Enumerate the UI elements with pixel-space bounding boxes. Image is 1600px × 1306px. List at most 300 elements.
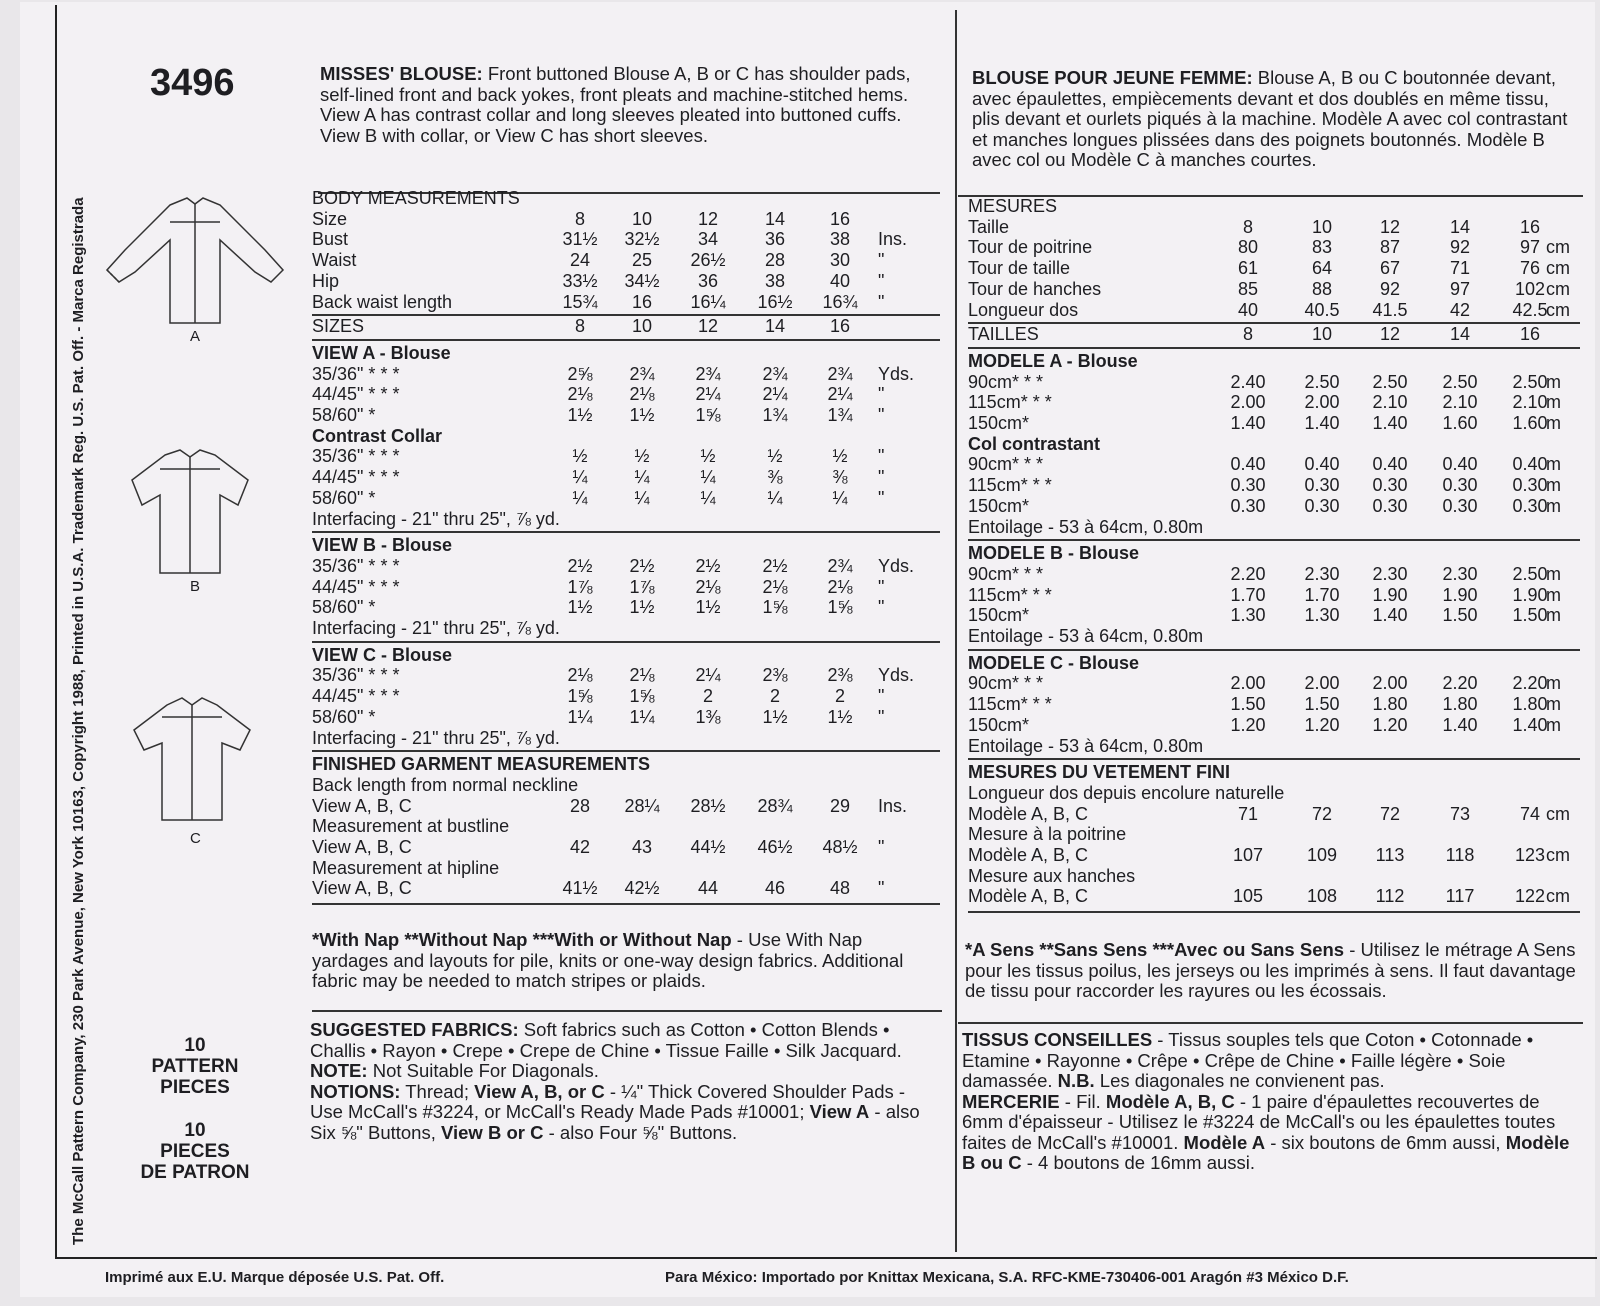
fr-finished-row-value: 74 [1519, 803, 1541, 824]
fr-finished-row-label: Modèle A, B, C [968, 845, 1089, 865]
en-body-measurements-title: BODY MEASUREMENTS [312, 188, 520, 208]
en-yardage-row-unit: Yds. [878, 555, 915, 576]
fr-finished-desc: Mesure à la poitrine [968, 824, 1127, 845]
en-yardage-row-unit: " [878, 487, 885, 508]
en-yardage-row-value: ¼ [767, 487, 783, 508]
en-yardage-row-value: ½ [634, 446, 650, 467]
en-yardage-row-unit: Yds. [878, 665, 915, 686]
en-fabrics-text: Soft fabrics such as Cotton • Cotton Blends • Challis • Rayon • Crepe • Crepe de Chine • Tissue Faille • Silk Jacquard. [310, 1019, 902, 1061]
fr-body-row-value: 42 [1449, 299, 1471, 320]
fr-yardage-row-value: 0.30 [1512, 495, 1548, 516]
column-divider [955, 10, 957, 1252]
en-yardage-row-value: ½ [572, 446, 588, 467]
en-interfacing-note: Interfacing - 21" thru 25", ⅞ yd. [312, 727, 560, 748]
fr-finished-row-unit: cm [1546, 845, 1570, 865]
en-body-row-label: Back waist length [312, 291, 453, 312]
pattern-pieces-fr [125, 1120, 265, 1183]
fr-notions-title: MERCERIE [962, 1090, 1060, 1112]
fr-yardage-row-unit: m [1546, 371, 1561, 392]
en-section-title: VIEW A - Blouse [312, 342, 451, 363]
en-body-row-value: 14 [764, 208, 786, 229]
fr-fabrics-title: TISSUS CONSEILLES [962, 1029, 1153, 1050]
en-nap-text: - Use With Nap yardages and layouts for pile, knits or one-way design fabrics. Additional fabric may be needed to match stripes or plaids. [312, 929, 904, 991]
fr-nap-text: - Utilisez le métrage A Sens pour les tissus poilus, les jerseys ou les imprimés à sens. Il faut davantage de tissu pour raccorder les rayures ou les écossais. [965, 939, 1576, 1001]
en-notions-b2: View A [809, 1101, 870, 1122]
fr-body-row-value: 92 [1449, 237, 1471, 258]
fr-section-title: MODELE C - Blouse [968, 652, 1140, 673]
en-body-row-label: Waist [312, 250, 357, 271]
fr-yardage-row-value: 2.10 [1512, 392, 1548, 413]
fr-notions-b3: Modèle B ou C [962, 1131, 1570, 1173]
en-yardage-row-value: 1⅝ [629, 686, 655, 707]
en-yardage-row-value: ½ [767, 446, 783, 467]
en-finished-title: FINISHED GARMENT MEASUREMENTS [312, 754, 651, 775]
fr-intro-title: BLOUSE POUR JEUNE FEMME: [972, 67, 1253, 88]
fr-fabrics-text: - Tissus souples tels que Coton • Cotonnade • Etamine • Rayonne • Crêpe • Crêpe de Chine • Faille légère • Soie damassée. [962, 1029, 1534, 1091]
fr-finished-desc: Mesure aux hanches [968, 865, 1136, 886]
en-yardage-row-value: 1¼ [629, 706, 655, 727]
en-finished-row-label: View A, B, C [312, 795, 412, 816]
fr-size-header: 14 [1449, 324, 1471, 345]
fr-yardage-row-value: 1.20 [1304, 714, 1340, 735]
en-yardage-row-value: 2⅜ [762, 665, 788, 686]
en-yardage-row-value: 2¾ [762, 363, 788, 384]
fr-nap-legend: *A Sens **Sans Sens ***Avec ou Sans Sens [965, 939, 1345, 960]
fr-finished-row-value: 73 [1449, 803, 1471, 824]
fr-rule-section [968, 539, 1580, 541]
en-yardage-row-label: 58/60" * [312, 405, 376, 425]
fr-finished-row-unit: cm [1546, 886, 1570, 907]
fr-yardage-row-value: 1.50 [1442, 605, 1478, 626]
fr-body-row-unit: cm [1546, 258, 1570, 279]
fr-yardage-row-value: 1.40 [1372, 413, 1408, 433]
fr-yardage-row-unit: m [1546, 475, 1561, 496]
en-nap-note [312, 930, 940, 992]
en-notions-3: - also Six ⅝" Buttons, [310, 1101, 920, 1143]
en-section-title: VIEW C - Blouse [312, 644, 453, 665]
fr-notions-b2: Modèle A [1183, 1131, 1266, 1153]
en-yardage-row-value: ¼ [572, 487, 588, 508]
fr-yardage-row-label: 90cm* * * [968, 673, 1044, 694]
en-rule-section [312, 750, 940, 752]
fr-yardage-row-label: 150cm* [968, 413, 1030, 433]
en-finished-row-value: 48½ [822, 837, 858, 857]
en-body-row-value: 32½ [624, 229, 660, 250]
en-notions-1: Thread; [400, 1080, 475, 1102]
en-body-row-value: 31½ [562, 229, 598, 250]
fr-body-row-value: 87 [1379, 237, 1401, 258]
fr-finished-row-value: 109 [1306, 845, 1338, 865]
fr-body-row-value: 102 [1514, 278, 1546, 299]
en-notions-title: NOTIONS: [310, 1080, 401, 1102]
view-b-letter: B [190, 578, 201, 595]
fr-finished-row-label: Modèle A, B, C [968, 886, 1089, 907]
en-yardage-row-unit: " [878, 467, 885, 488]
fr-yardage-row-value: 1.60 [1512, 413, 1548, 433]
en-body-row-unit: " [878, 250, 885, 271]
fr-yardage-row-value: 1.70 [1304, 584, 1340, 605]
pieces-count-fr: 10 [184, 1120, 206, 1141]
en-rule-section [312, 531, 940, 533]
fr-yardage-row-value: 1.50 [1512, 605, 1548, 626]
fr-yardage-row-value: 2.10 [1372, 392, 1408, 413]
fr-body-row-value: 64 [1311, 258, 1333, 279]
fr-interfacing-note: Entoilage - 53 à 64cm, 0.80m [968, 516, 1204, 537]
en-yardage-row-value: 1¼ [567, 706, 593, 727]
en-yardage-row-label: 58/60" * [312, 706, 376, 727]
en-yardage-row-value: ⅜ [832, 467, 848, 488]
fr-finished-row-value: 72 [1379, 803, 1401, 824]
en-interfacing-note: Interfacing - 21" thru 25", ⅞ yd. [312, 618, 560, 638]
fr-yardage-row-value: 1.40 [1304, 413, 1340, 433]
en-yardage-row-value: ¼ [572, 467, 588, 488]
en-yardage-row-value: 1¾ [762, 405, 788, 425]
en-body-row-value: 30 [829, 250, 851, 271]
en-yardage-row-unit: " [878, 446, 885, 467]
en-yardage-row-value: ½ [700, 446, 716, 467]
fr-yardage-row-value: 1.80 [1372, 694, 1408, 715]
en-body-row-value: 26½ [690, 250, 726, 271]
fr-yardage-row-value: 1.90 [1442, 584, 1478, 605]
en-finished-row-value: 42½ [624, 878, 660, 899]
fr-finished-row-value: 112 [1375, 886, 1405, 907]
en-section-title: VIEW B - Blouse [312, 535, 453, 556]
view-c-letter: C [190, 830, 201, 847]
en-body-row-unit: " [878, 291, 885, 312]
en-finished-row-label: View A, B, C [312, 837, 412, 857]
en-yardage-row-value: ¼ [634, 467, 650, 488]
fr-yardage-row-value: 1.30 [1304, 605, 1340, 626]
en-body-row-value: 16¾ [822, 291, 858, 312]
en-yardage-row-value: 2½ [567, 555, 593, 576]
en-yardage-row-value: 2⅛ [629, 384, 655, 405]
en-rule-views [312, 339, 940, 341]
fr-body-row-value: 97 [1449, 278, 1471, 299]
fr-sizes-label: TAILLES [968, 324, 1039, 345]
en-body-row-value: 36 [697, 270, 719, 291]
en-yardage-row-value: ¼ [700, 467, 716, 488]
en-finished-row-value: 28¾ [757, 795, 793, 816]
fr-body-row-value: 16 [1519, 216, 1541, 237]
fr-yardage-row-value: 1.90 [1372, 584, 1408, 605]
en-yardage-row-value: 2¼ [827, 384, 853, 405]
en-yardage-row-value: 1½ [567, 405, 593, 425]
en-finished-row-value: 44½ [690, 837, 726, 857]
fr-yardage-row-value: 1.80 [1442, 694, 1478, 715]
fr-finished-row-value: 72 [1311, 803, 1333, 824]
fr-size-header: 16 [1519, 324, 1541, 345]
fr-finished-row-value: 122 [1514, 886, 1546, 907]
fr-body-row-label: Tour de taille [968, 258, 1071, 279]
en-yardage-row-label: 58/60" * [312, 487, 376, 508]
fr-yardage-row-value: 2.50 [1304, 371, 1340, 392]
fr-interfacing-note: Entoilage - 53 à 64cm, 0.80m [968, 626, 1204, 646]
fr-yardage-row-value: 2.50 [1372, 371, 1408, 392]
en-body-row-value: 34½ [624, 270, 660, 291]
en-yardage-row-value: 1⅞ [567, 576, 593, 597]
en-size-header: 14 [764, 316, 786, 337]
en-yardage-row-value: 1⅝ [762, 597, 788, 618]
fr-rule-nap [968, 911, 1580, 913]
en-finished-row-unit: Ins. [878, 795, 908, 816]
pieces-label-fr-2: DE PATRON [140, 1162, 250, 1183]
en-body-row-unit: Ins. [878, 229, 908, 250]
fr-yardage-row-value: 1.90 [1512, 584, 1548, 605]
fr-notions-1: - Fil. [1059, 1090, 1106, 1112]
en-finished-row-value: 28¼ [624, 795, 660, 816]
view-a-letter: A [190, 328, 201, 345]
fr-yardage-row-value: 2.50 [1512, 563, 1548, 584]
en-yardage-row-value: 1½ [827, 706, 853, 727]
en-yardage-row-value: 1⅞ [629, 576, 655, 597]
en-body-row-value: 33½ [562, 270, 598, 291]
fr-yardage-row-value: 1.40 [1372, 605, 1408, 626]
en-intro-title: MISSES' BLOUSE: [320, 63, 483, 84]
en-finished-row-value: 48 [829, 878, 851, 899]
en-yardage-row-value: ¼ [700, 487, 716, 508]
en-yardage-row-value: 2¼ [695, 384, 721, 405]
fr-yardage-row-label: 90cm* * * [968, 371, 1044, 392]
en-finished-row-value: 28½ [690, 795, 726, 816]
fr-body-row-unit: cm [1546, 299, 1570, 320]
en-yardage-row-label: 35/36" * * * [312, 446, 400, 467]
fr-body-row-value: 83 [1311, 237, 1333, 258]
fr-finished-row-value: 123 [1514, 845, 1546, 865]
en-body-row-value: 8 [574, 208, 585, 229]
fr-body-row-value: 42.5 [1512, 299, 1548, 320]
en-rule-section [312, 641, 940, 643]
en-fabrics-title: SUGGESTED FABRICS: [310, 1019, 519, 1040]
en-notions-4: - also Four ⅝" Buttons. [543, 1121, 738, 1143]
en-body-row-value: 12 [697, 208, 719, 229]
fr-finished-row-value: 118 [1445, 845, 1475, 865]
en-body-row-value: 40 [829, 270, 851, 291]
en-rule-nap [312, 903, 940, 905]
en-section-title: Contrast Collar [312, 425, 443, 446]
fr-body-row-label: Taille [968, 216, 1010, 237]
en-body-row-label: Hip [312, 270, 340, 291]
en-yardage-row-value: 2¾ [629, 363, 655, 384]
fr-yardage-row-value: 0.40 [1304, 454, 1340, 475]
view-c-sketch [122, 695, 262, 825]
fr-body-row-label: Tour de hanches [968, 278, 1102, 299]
en-body-row-label: Bust [312, 229, 349, 250]
en-yardage-row-label: 35/36" * * * [312, 363, 400, 384]
fr-notions-b1: Modèle A, B, C [1105, 1090, 1235, 1112]
fr-fabrics-note-label: N.B. [1057, 1070, 1095, 1091]
en-yardage-row-label: 44/45" * * * [312, 384, 400, 405]
en-finished-row-value: 41½ [562, 878, 598, 899]
fr-intro [972, 68, 1580, 171]
fr-body-row-value: 61 [1237, 258, 1259, 279]
fr-section-title: MODELE B - Blouse [968, 543, 1140, 564]
fr-yardage-row-unit: m [1546, 673, 1561, 694]
fr-yardage-row-value: 0.30 [1230, 475, 1266, 496]
fr-yardage-row-label: 115cm* * * [968, 475, 1052, 496]
en-yardage-row-value: 1¾ [827, 405, 853, 425]
fr-section-title: MODELE A - Blouse [968, 350, 1138, 371]
pieces-count: 10 [184, 1035, 206, 1056]
en-yardage-row-value: 2⅜ [827, 665, 853, 686]
fr-body-measurements-title: MESURES [968, 196, 1058, 216]
fr-body-row-value: 71 [1449, 258, 1471, 279]
fr-body-row-value: 8 [1242, 216, 1253, 237]
en-fabrics [310, 1020, 930, 1143]
en-finished-row-unit: " [878, 837, 885, 857]
fr-yardage-row-value: 1.50 [1230, 694, 1266, 715]
en-body-row-value: 28 [764, 250, 786, 271]
fr-size-header: 8 [1242, 324, 1253, 345]
en-finished-desc: Measurement at hipline [312, 857, 500, 878]
fr-fabrics-note: Les diagonales ne convienent pas. [1094, 1070, 1385, 1091]
en-yardage-row-unit: " [878, 405, 885, 425]
en-finished-row-value: 46½ [757, 837, 793, 857]
fr-yardage-row-unit: m [1546, 454, 1561, 475]
en-yardage-row-value: 2¼ [762, 384, 788, 405]
fr-body-row-value: 76 [1519, 258, 1541, 279]
en-body-row-value: 38 [829, 229, 851, 250]
pattern-pieces-en [125, 1035, 265, 1098]
fr-yardage-row-value: 2.30 [1442, 563, 1478, 584]
fr-size-header: 10 [1311, 324, 1333, 345]
en-body-row-value: 38 [764, 270, 786, 291]
fr-notions-3: - six boutons de 6mm aussi, [1265, 1131, 1506, 1153]
en-yardage-row-value: 1½ [629, 597, 655, 618]
en-yardage-row-label: 35/36" * * * [312, 555, 400, 576]
en-notions-2: - ¼" Thick Covered Shoulder Pads - Use McCall's #3224, or McCall's Ready Made Pads #10001; [310, 1080, 906, 1122]
en-interfacing-note: Interfacing - 21" thru 25", ⅞ yd. [312, 508, 560, 529]
fr-rule-section [968, 649, 1580, 651]
fr-yardage-row-value: 2.00 [1230, 673, 1266, 694]
fr-fabrics [962, 1030, 1580, 1174]
en-intro-text: Front buttoned Blouse A, B or C has shoulder pads, self-lined front and back yokes, front pleats and machine-stitched hems. View A has contrast collar and long sleeves pleated into buttoned cuffs. View B with collar, or View C has short sleeves. [320, 63, 911, 146]
en-yardage-row-value: ⅜ [767, 467, 783, 488]
fr-yardage-row-label: 115cm* * * [968, 392, 1052, 413]
en-notions-b1: View A, B, or C [474, 1080, 605, 1102]
en-yardage-row-unit: " [878, 686, 885, 707]
en-body-row-value: 16½ [757, 291, 793, 312]
en-yardage-row-label: 44/45" * * * [312, 576, 400, 597]
fr-yardage-row-value: 0.40 [1512, 454, 1548, 475]
en-finished-row-value: 28 [569, 795, 591, 816]
fr-yardage-row-value: 0.30 [1372, 475, 1408, 496]
fr-yardage-row-value: 0.30 [1442, 495, 1478, 516]
en-yardage-row-value: 1½ [695, 597, 721, 618]
en-yardage-row-label: 35/36" * * * [312, 665, 400, 686]
fr-finished-row-label: Modèle A, B, C [968, 803, 1089, 824]
fr-yardage-row-value: 1.80 [1512, 694, 1548, 715]
fr-yardage-row-value: 1.20 [1230, 714, 1266, 735]
fr-yardage-row-value: 0.40 [1230, 454, 1266, 475]
fr-body-row-value: 41.5 [1372, 299, 1408, 320]
fr-yardage-row-value: 0.30 [1372, 495, 1408, 516]
fr-body-row-value: 97 [1519, 237, 1541, 258]
en-body-row-unit: " [878, 270, 885, 291]
en-size-header: 16 [829, 316, 851, 337]
fr-yardage-row-value: 1.40 [1512, 714, 1548, 735]
fr-finished-row-value: 113 [1375, 845, 1405, 865]
fr-yardage-row-label: 115cm* * * [968, 694, 1052, 715]
fr-rule-views [968, 347, 1580, 349]
fr-body-row-value: 40 [1237, 299, 1259, 320]
en-finished-row-value: 29 [829, 795, 851, 816]
fr-yardage-row-label: 150cm* [968, 495, 1030, 516]
fr-finished-row-value: 71 [1237, 803, 1259, 824]
en-sizes-label: SIZES [312, 316, 365, 337]
fr-yardage-row-value: 0.30 [1304, 495, 1340, 516]
en-yardage-row-value: 2¾ [695, 363, 721, 384]
en-yardage-row-value: 1⅝ [567, 686, 593, 707]
en-finished-row-label: View A, B, C [312, 878, 412, 899]
en-fabrics-note-label: NOTE: [310, 1060, 368, 1081]
fr-body-row-value: 10 [1311, 216, 1333, 237]
en-yardage-row-value: ¼ [634, 487, 650, 508]
fr-yardage-row-value: 2.00 [1230, 392, 1266, 413]
fr-yardage-row-value: 0.30 [1304, 475, 1340, 496]
fr-body-row-unit: cm [1546, 237, 1570, 258]
en-yardage-row-value: 2 [769, 686, 780, 707]
fr-yardage-row-value: 1.50 [1304, 694, 1340, 715]
fr-yardage-row-label: 90cm* * * [968, 563, 1044, 584]
fr-finished-row-value: 105 [1232, 886, 1264, 907]
en-finished-row-value: 44 [697, 878, 719, 899]
fr-intro-text: Blouse A, B ou C boutonnée devant, avec épaulettes, empiècements devant et dos doublés en même tissu, plis devant et ourlets piqués à la machine. Modèle A avec col contrastant et manches longues plissées dans des poignets boutonnés. Modèle B avec col ou Modèle C à manches courtes. [972, 67, 1568, 170]
fr-notions-2: - 1 paire d'épaulettes recouvertes de 6mm d'épaisseur - Utilisez le #3224 de McCall's ou les épaulettes toutes faites de McCall's #10001. [962, 1090, 1556, 1153]
fr-yardage-row-label: 150cm* [968, 714, 1030, 735]
en-body-row-label: Size [312, 208, 348, 229]
en-yardage-row-value: 2⅛ [762, 576, 788, 597]
en-yardage-row-unit: Yds. [878, 363, 915, 384]
fr-yardage-row-value: 1.70 [1230, 584, 1266, 605]
en-body-row-value: 25 [631, 250, 653, 271]
fr-yardage-row-value: 1.40 [1442, 714, 1478, 735]
fr-yardage-row-value: 1.60 [1442, 413, 1478, 433]
fr-yardage-row-value: 2.20 [1442, 673, 1478, 694]
fr-yardage-row-unit: m [1546, 392, 1561, 413]
fr-body-row-value: 12 [1379, 216, 1401, 237]
en-yardage-row-value: 1½ [567, 597, 593, 618]
fr-body-row-unit: cm [1546, 278, 1570, 299]
fr-yardage-row-value: 2.00 [1372, 673, 1408, 694]
fr-interfacing-note: Entoilage - 53 à 64cm, 0.80m [968, 735, 1204, 756]
pieces-label-fr-1: PIECES [160, 1141, 230, 1162]
en-size-header: 8 [574, 316, 585, 337]
en-yardage-row-label: 44/45" * * * [312, 467, 400, 488]
en-body-row-value: 16¼ [690, 291, 726, 312]
fr-body-row-value: 88 [1311, 278, 1333, 299]
fr-yardage-row-unit: m [1546, 605, 1561, 626]
en-yardage-row-value: ¼ [832, 487, 848, 508]
en-size-header: 12 [697, 316, 719, 337]
en-yardage-row-value: 2½ [762, 555, 788, 576]
fr-yardage-row-value: 0.30 [1442, 475, 1478, 496]
en-yardage-row-value: 2¾ [827, 363, 853, 384]
fr-body-row-value: 80 [1237, 237, 1259, 258]
fr-yardage-row-unit: m [1546, 413, 1561, 433]
en-rule-fabrics [312, 1010, 942, 1012]
pieces-label-2: PIECES [160, 1077, 230, 1098]
fr-yardage-row-value: 1.40 [1230, 413, 1266, 433]
fr-yardage-row-value: 2.30 [1304, 563, 1340, 584]
en-body-row-value: 36 [764, 229, 786, 250]
fr-finished-title: MESURES DU VETEMENT FINI [968, 762, 1231, 783]
en-intro [320, 64, 940, 146]
en-yardage-row-value: 2½ [695, 555, 721, 576]
en-yardage-row-value: 2 [702, 686, 713, 707]
view-b-sketch [120, 445, 260, 575]
fr-body-row-value: 92 [1379, 278, 1401, 299]
fr-yardage-row-label: 150cm* [968, 605, 1030, 626]
